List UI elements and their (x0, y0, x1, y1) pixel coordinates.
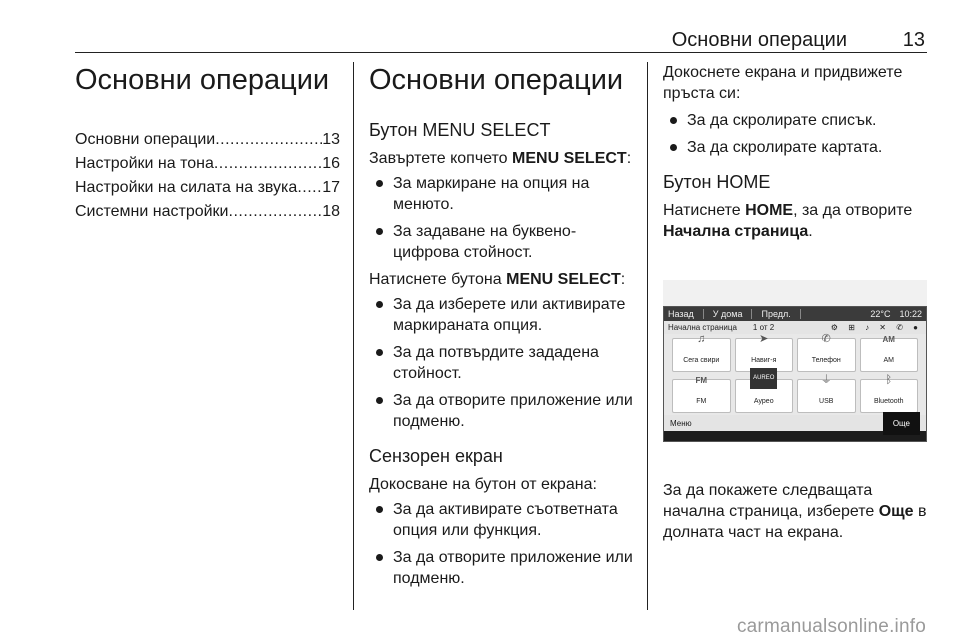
menu-select-heading: Бутон MENU SELECT (369, 120, 551, 140)
touchscreen-heading: Сензорен екран (369, 446, 503, 466)
favourites-button[interactable]: Предл. (761, 308, 791, 319)
list-item: За да отворите приложение или подменю. (369, 390, 634, 432)
list-item: За маркиране на опция на менюто. (369, 173, 634, 215)
list-item: За да отворите приложение или подменю. (369, 547, 634, 589)
clock: 10:22 (899, 308, 922, 319)
toc-entry[interactable]: Настройки на тона ..... 16 (75, 152, 340, 176)
list-item: За да активирате съответната опция или функция. (369, 499, 634, 541)
tile-am[interactable]: AM AM (860, 338, 919, 372)
menu-button[interactable]: Меню (670, 418, 692, 428)
list-item: За да потвърдите зададена стойност. (369, 342, 634, 384)
page-indicator: 1 от 2 (752, 323, 775, 332)
phone-icon: ✆ (821, 333, 831, 345)
back-button[interactable]: Назад (668, 308, 694, 319)
infotainment-screen (663, 306, 927, 442)
running-header (75, 28, 927, 53)
aureo-icon: AUREO (750, 368, 777, 389)
home-heading: Бутон HOME (663, 172, 771, 192)
content-column-2 (369, 62, 634, 595)
bullet-list (369, 294, 634, 432)
tile-aureo[interactable]: AUREO Аурео (735, 379, 794, 413)
tile-now-playing[interactable]: ♫ Сега свири (672, 338, 731, 372)
watermark: carmanualsonline.info (736, 616, 926, 637)
am-radio-icon: AM (882, 335, 895, 344)
toc-entry[interactable]: Основни операции ..... 13 (75, 128, 340, 152)
page-number: 13 (902, 29, 925, 51)
content-column-3 (663, 62, 927, 547)
paragraph: Докосване на бутон от екрана: (369, 476, 597, 493)
fm-radio-icon: FM (695, 375, 708, 385)
list-item: За да изберете или активирате маркираната опция. (369, 294, 634, 336)
tile-usb[interactable]: ⏚ USB (797, 379, 856, 413)
more-button[interactable]: Още (883, 412, 920, 435)
screen-bottom-bar (664, 415, 926, 431)
bullet-list (663, 110, 927, 158)
header-title: Основни операции (671, 29, 847, 51)
paragraph: Докоснете екрана и придвижете пръста си: (663, 64, 903, 102)
column-divider (647, 62, 648, 610)
paragraph: Натиснете бутона MENU SELECT: (369, 271, 626, 288)
tile-fm[interactable]: FM FM (672, 379, 731, 413)
toc-entry[interactable]: Настройки на силата на звука ..... 17 (75, 176, 340, 200)
list-item: За да скролирате картата. (663, 137, 927, 158)
bluetooth-icon: ᛒ (885, 373, 893, 386)
tile-navigation[interactable]: ➤ Навиг-я (735, 338, 794, 372)
home-button[interactable]: У дома (712, 308, 743, 319)
navigation-icon: ➤ (759, 333, 769, 345)
bullet-list (369, 173, 634, 263)
section-title: Основни операции (369, 64, 624, 96)
temperature: 22°C (870, 308, 891, 319)
list-item: За да скролирате списък. (663, 110, 927, 131)
list-item: За задаване на буквено-цифрова стойност. (369, 221, 634, 263)
tile-bluetooth[interactable]: ᛒ Bluetooth (860, 379, 919, 413)
toc-entry[interactable]: Системни настройки ..... 18 (75, 200, 340, 224)
paragraph: За да покажете следващата начална страница, изберете Още в долната част на екрана. (663, 482, 927, 541)
app-grid (664, 334, 926, 415)
paragraph: Натиснете HOME, за да отворите Начална страница. (663, 202, 913, 240)
column-divider (353, 62, 354, 610)
table-of-contents (75, 128, 340, 224)
bullet-list (369, 499, 634, 589)
tile-phone[interactable]: ✆ Телефон (797, 338, 856, 372)
status-icons: ⚙ ⊞ ♪ ✕ ✆ ● (830, 323, 922, 332)
page-name: Начална страница (668, 323, 737, 332)
chapter-title: Основни операции (75, 64, 330, 96)
usb-icon: ⏚ (820, 373, 832, 386)
home-screen-illustration (663, 280, 927, 440)
paragraph: Завъртете копчето MENU SELECT: (369, 150, 632, 167)
toc-column (75, 62, 340, 224)
music-icon: ♫ (697, 333, 706, 345)
